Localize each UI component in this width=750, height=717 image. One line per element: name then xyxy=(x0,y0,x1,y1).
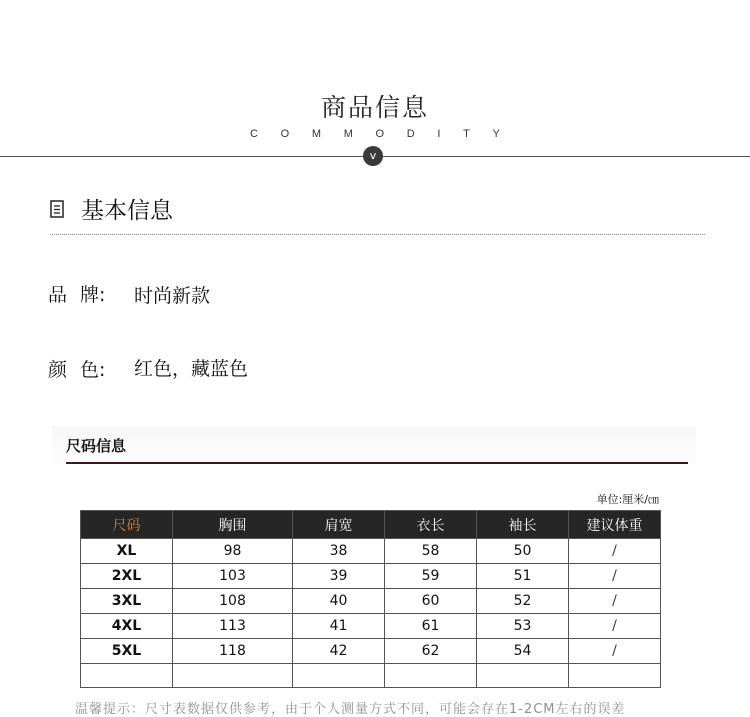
table-row-empty xyxy=(81,664,661,688)
brand-value: 时尚新款 xyxy=(134,285,211,307)
table-row xyxy=(81,614,661,639)
table-cell: 103 xyxy=(173,564,293,589)
table-cell: / xyxy=(569,639,661,664)
table-cell: 62 xyxy=(385,639,477,664)
table-cell: 59 xyxy=(385,564,477,589)
subtitle-letter: O xyxy=(280,128,290,140)
section-title: 基本信息 xyxy=(81,198,173,224)
table-cell: 2XL xyxy=(81,564,173,589)
table-cell: 50 xyxy=(477,539,569,564)
size-section-title: 尺码信息 xyxy=(66,437,127,455)
table-cell: / xyxy=(569,539,661,564)
table-cell xyxy=(477,664,569,688)
size-banner xyxy=(52,426,696,464)
table-cell: 38 xyxy=(293,539,385,564)
subtitle-letter: D xyxy=(406,128,415,140)
table-cell: 40 xyxy=(293,589,385,614)
table-cell: 58 xyxy=(385,539,477,564)
table-cell: 113 xyxy=(173,614,293,639)
column-header: 袖长 xyxy=(477,511,569,539)
dotted-divider xyxy=(50,234,705,235)
column-header: 建议体重 xyxy=(569,511,661,539)
table-cell: 108 xyxy=(173,589,293,614)
color-value: 红色，藏蓝色 xyxy=(134,358,249,380)
table-cell: 61 xyxy=(385,614,477,639)
color-label-1: 颜 xyxy=(48,359,68,381)
column-header: 肩宽 xyxy=(293,511,385,539)
table-cell xyxy=(81,664,173,688)
page-subtitle xyxy=(250,128,500,140)
table-cell: 5XL xyxy=(81,639,173,664)
table-cell: 118 xyxy=(173,639,293,664)
table-row xyxy=(81,564,661,589)
table-cell: 4XL xyxy=(81,614,173,639)
table-cell: 3XL xyxy=(81,589,173,614)
column-header: 胸围 xyxy=(173,511,293,539)
chevron-down-icon: v xyxy=(363,146,383,166)
subtitle-letter: C xyxy=(250,128,258,140)
table-cell: / xyxy=(569,589,661,614)
size-table xyxy=(80,510,661,688)
table-cell: 39 xyxy=(293,564,385,589)
subtitle-letter: M xyxy=(343,128,353,140)
table-row xyxy=(81,589,661,614)
subtitle-letter: T xyxy=(463,128,470,140)
table-cell: 42 xyxy=(293,639,385,664)
table-cell: 54 xyxy=(477,639,569,664)
table-cell xyxy=(173,664,293,688)
subtitle-letter: I xyxy=(437,128,441,140)
brand-label-2: 牌: xyxy=(80,284,106,306)
brand-label-1: 品 xyxy=(48,284,68,306)
column-header: 衣长 xyxy=(385,511,477,539)
column-header: 尺码 xyxy=(81,511,173,539)
table-cell: 52 xyxy=(477,589,569,614)
subtitle-letter: O xyxy=(375,128,385,140)
table-cell xyxy=(293,664,385,688)
unit-label: 单位:厘米/㎝ xyxy=(596,493,659,506)
table-cell: XL xyxy=(81,539,173,564)
table-cell: 41 xyxy=(293,614,385,639)
table-cell: / xyxy=(569,564,661,589)
table-row xyxy=(81,639,661,664)
subtitle-letter: Y xyxy=(492,128,500,140)
table-cell: 98 xyxy=(173,539,293,564)
page-title: 商品信息 xyxy=(320,93,429,122)
table-cell xyxy=(385,664,477,688)
size-title-underline xyxy=(66,462,688,464)
subtitle-letter: M xyxy=(311,128,322,140)
table-row xyxy=(81,539,661,564)
table-cell: 53 xyxy=(477,614,569,639)
table-cell: 51 xyxy=(477,564,569,589)
table-cell: / xyxy=(569,614,661,639)
size-note: 温馨提示：尺寸表数据仅供参考，由于个人测量方式不同，可能会存在1-2CM左右的误差 xyxy=(75,702,626,717)
table-cell xyxy=(569,664,661,688)
table-cell: 60 xyxy=(385,589,477,614)
list-icon xyxy=(50,200,64,218)
color-label-2: 色: xyxy=(80,359,106,381)
table-header-row xyxy=(81,511,661,539)
